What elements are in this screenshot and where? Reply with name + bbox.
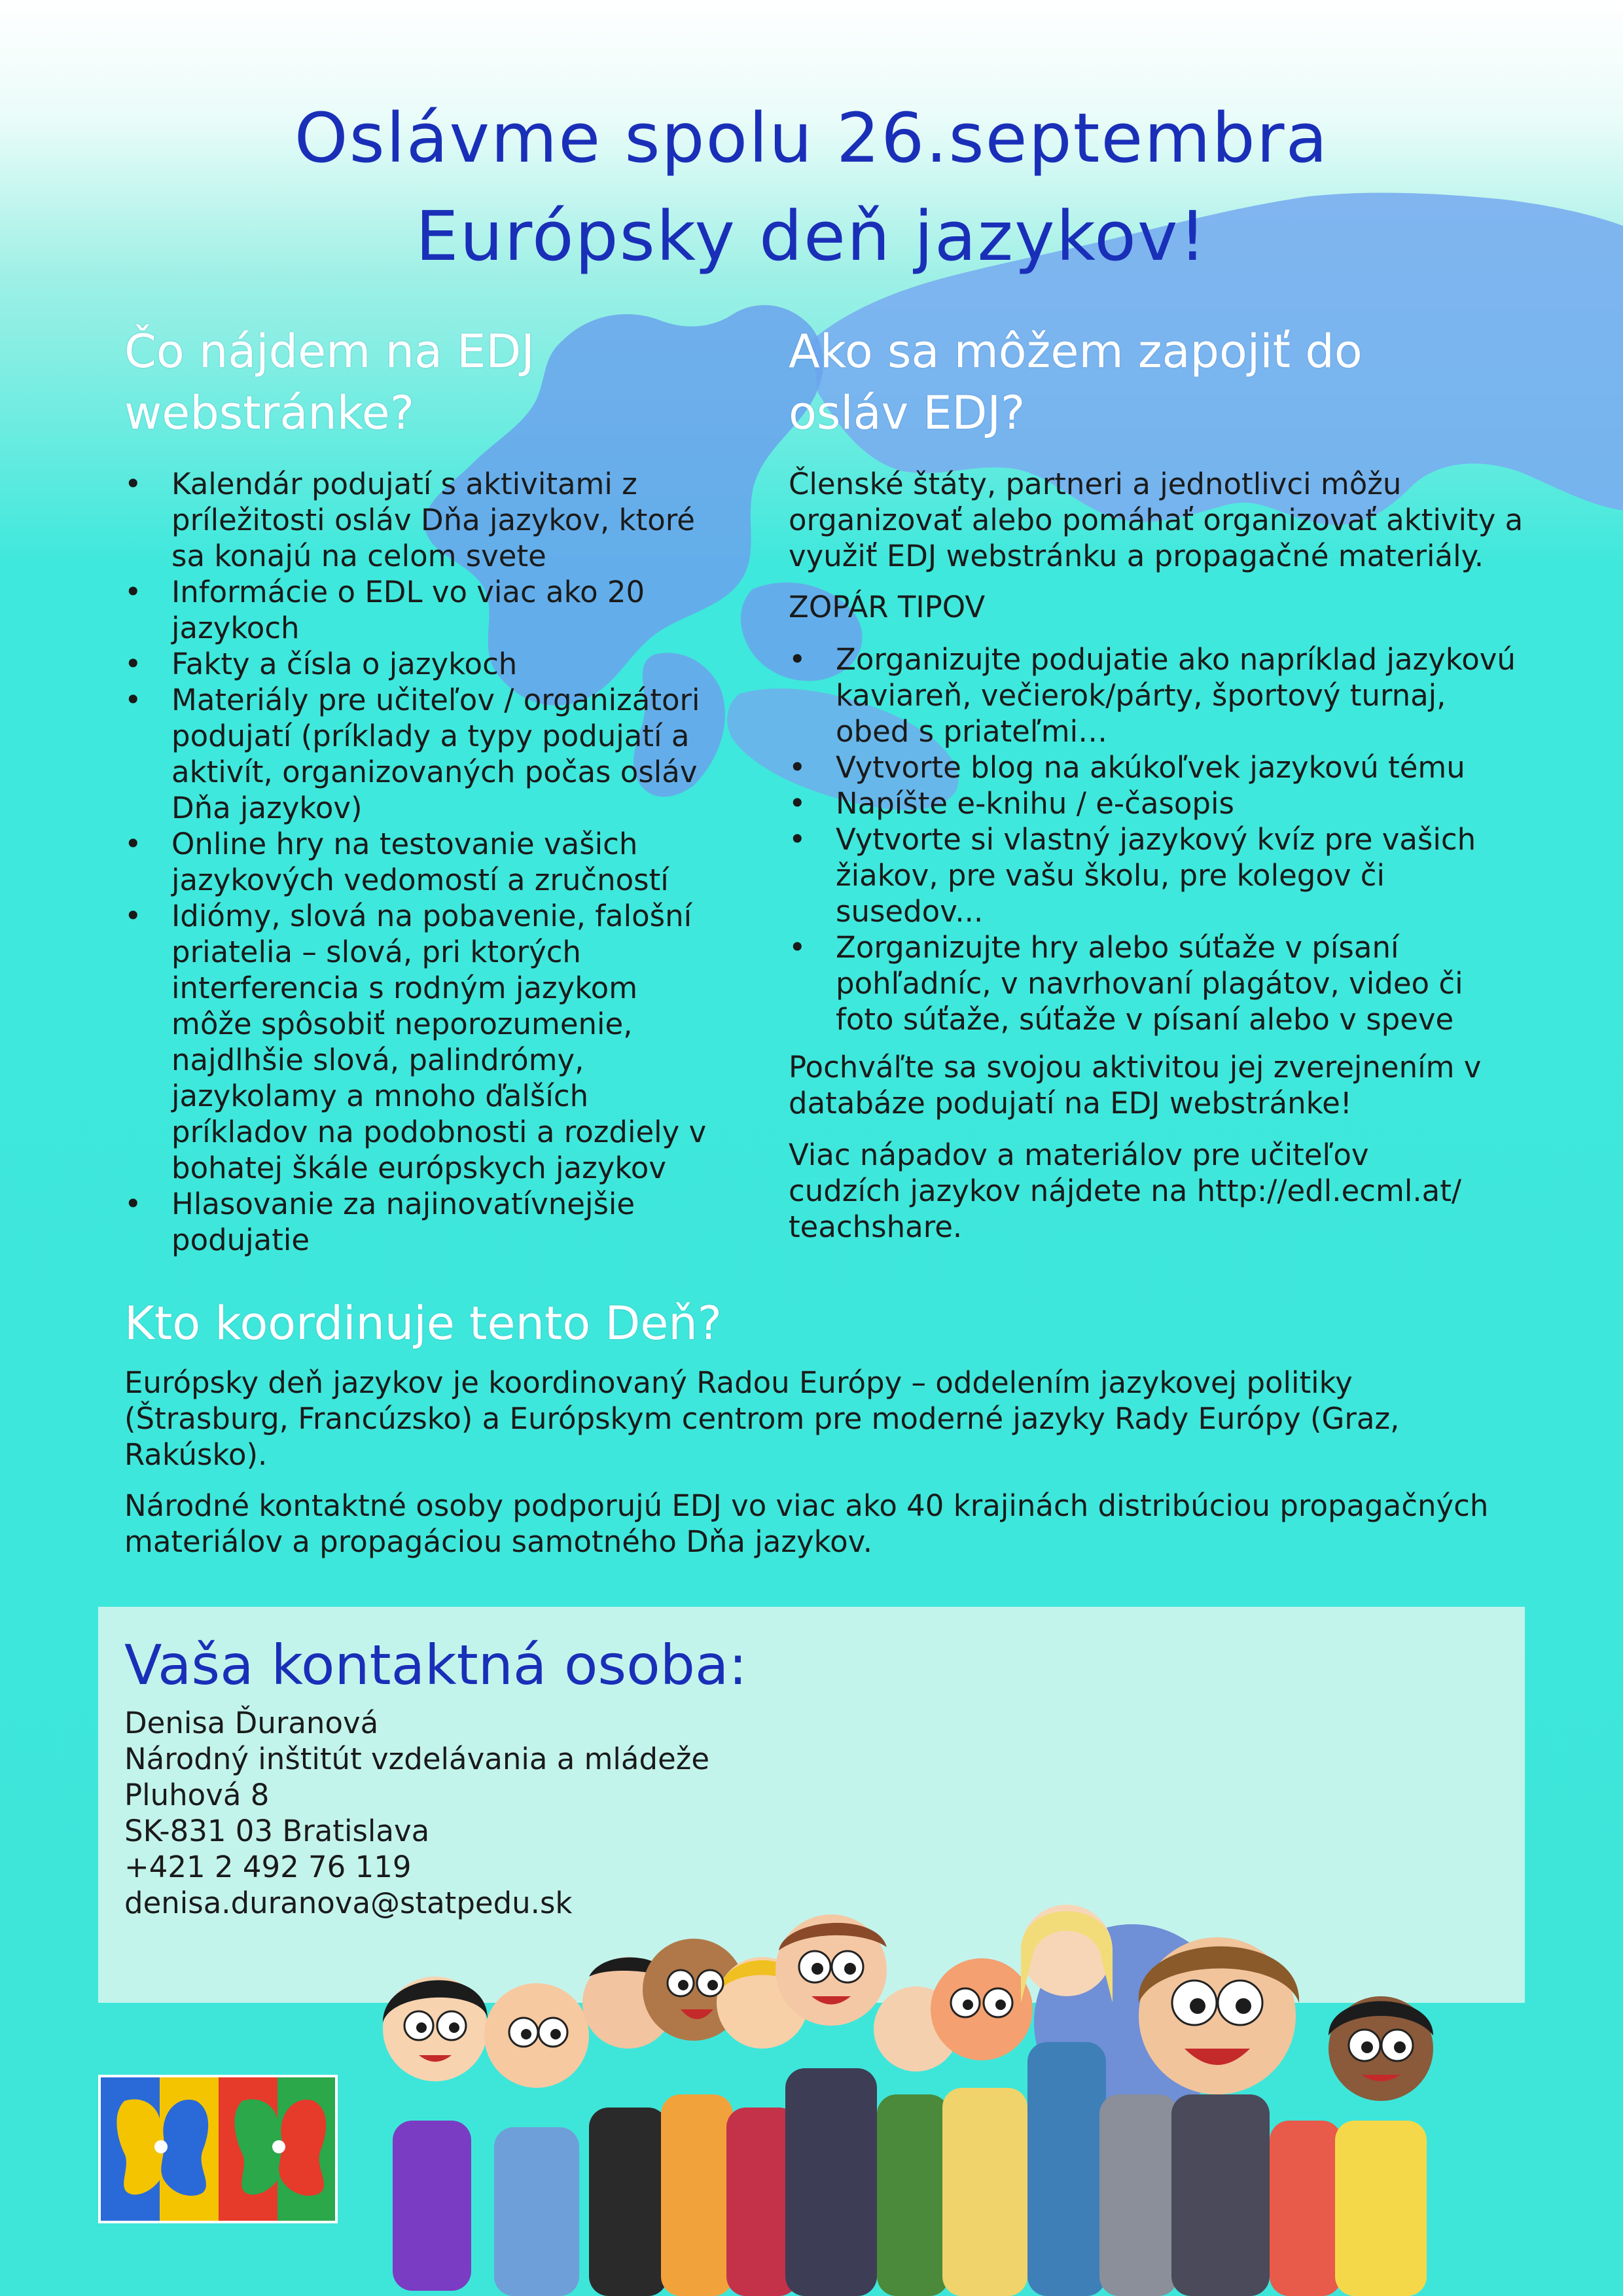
coord-paragraph-1: Európsky deň jazykov je koordinovaný Radou Európy – oddelením jazykovej politiky (Štrasburg, Francúzsko) a Európskym centrom pre moderné jazyky Rady Európy (Graz, Rakúsko). <box>124 1365 1400 1472</box>
left-heading <box>124 321 535 444</box>
poster-title-line1: Oslávme spolu 26.septembra <box>294 98 1329 178</box>
poster-title-line2: Európsky deň jazykov! <box>415 196 1208 276</box>
list-item: • Kalendár podujatí s aktivitami z príležitosti osláv Dňa jazykov, ktoré sa konajú na celom svete <box>124 466 779 574</box>
contact-heading: Vaša kontaktná osoba: <box>124 1633 747 1697</box>
contact-city: SK-831 03 Bratislava <box>124 1814 430 1848</box>
coord-heading: Kto koordinuje tento Deň? <box>124 1297 722 1350</box>
right-praise: Pochváľte sa svojou aktivitou jej zverejnením v databáze podujatí na EDJ webstránke! <box>789 1050 1482 1121</box>
cartoon-crowd-illustration <box>353 1872 1518 2296</box>
edl-logo-icon <box>98 2075 338 2223</box>
left-heading-line2: webstránke? <box>124 386 414 440</box>
teachshare-link[interactable]: cudzích jazykov nájdete na http://edl.ecml.at/ <box>789 1174 1462 1208</box>
tips-label: ZOPÁR TIPOV <box>789 590 986 624</box>
list-item: • Vytvorte si vlastný jazykový kvíz pre vašich žiakov, pre vašu školu, pre kolegov či susedov... <box>789 821 1574 929</box>
right-intro: Členské štáty, partneri a jednotlivci môžu organizovať alebo pomáhať organizovať aktivity a využiť EDJ webstránku a propagačné materiály. <box>789 467 1524 573</box>
contact-street: Pluhová 8 <box>124 1778 270 1812</box>
list-item: • Fakty a čísla o jazykoch <box>124 646 779 682</box>
list-item: • Online hry na testovanie vašich jazykových vedomostí a zručností <box>124 826 779 898</box>
right-more-info: Viac nápadov a materiálov pre učiteľov cudzích jazykov nájdete na http://edl.ecml.at/ teachshare. <box>789 1138 1462 1244</box>
left-heading-line1: Čo nájdem na EDJ <box>124 325 535 378</box>
list-item: • Zorganizujte hry alebo súťaže v písaní pohľadníc, v navrhovaní plagátov, video či foto súťaže, súťaže v písaní alebo v speve <box>789 929 1574 1037</box>
right-heading-line1: Ako sa môžem zapojiť do <box>789 325 1363 378</box>
list-item: • Materiály pre učiteľov / organizátori podujatí (príklady a typy podujatí a aktivít, organizovaných počas osláv Dňa jazykov) <box>124 682 779 826</box>
list-item: • Informácie o EDL vo viac ako 20 jazykoch <box>124 574 779 646</box>
contact-email[interactable]: denisa.duranova@statpedu.sk <box>124 1886 573 1920</box>
list-item: • Hlasovanie za najinovatívnejšie podujatie <box>124 1186 779 1258</box>
right-heading-line2: osláv EDJ? <box>789 386 1026 440</box>
right-heading <box>789 321 1363 444</box>
list-item: • Idiómy, slová na pobavenie, falošní priatelia – slová, pri ktorých interferencia s rodným jazykom môže spôsobiť neporozumenie, najdlhšie slová, palindrómy, jazykolamy a mnoho ďalších príkladov na podobnosti a rozdiely v bohatej škále európskych jazykov <box>124 898 779 1186</box>
contact-name: Denisa Ďuranová <box>124 1706 379 1740</box>
contact-phone: +421 2 492 76 119 <box>124 1850 412 1884</box>
coord-paragraph-2: Národné kontaktné osoby podporujú EDJ vo viac ako 40 krajinách distribúciou propagačných materiálov a propagáciou samotného Dňa jazykov. <box>124 1488 1489 1559</box>
list-item: • Zorganizujte podujatie ako napríklad jazykovú kaviareň, večierok/párty, športový turnaj, obed s priateľmi… <box>789 641 1574 749</box>
list-item: • Vytvorte blog na akúkoľvek jazykovú tému <box>789 749 1574 785</box>
contact-organization: Národný inštitút vzdelávania a mládeže <box>124 1742 710 1776</box>
left-feature-list <box>124 466 779 1258</box>
right-tips-list <box>789 641 1574 1037</box>
list-item: • Napíšte e-knihu / e-časopis <box>789 785 1574 821</box>
